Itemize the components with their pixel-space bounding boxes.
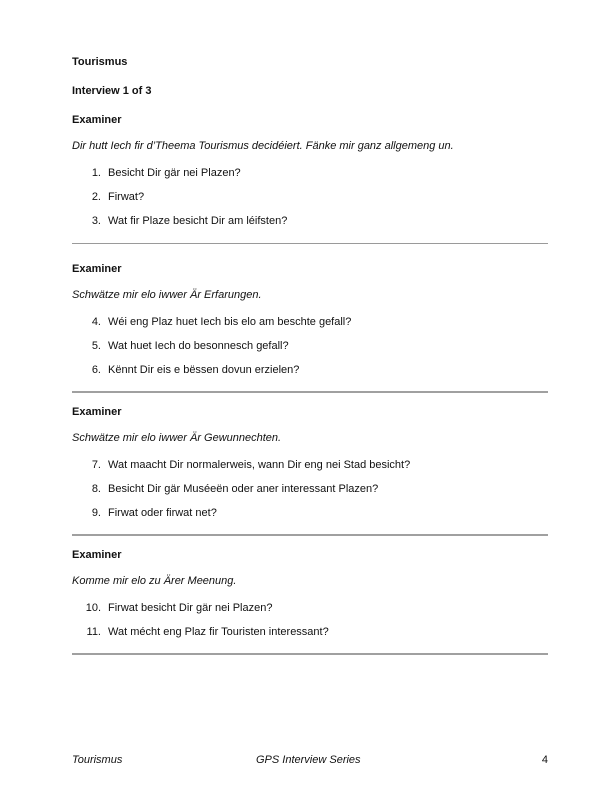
question-number: 1. xyxy=(91,167,101,179)
question-text: Wat mécht eng Plaz fir Touristen interessant? xyxy=(108,626,329,638)
question-number: 9. xyxy=(91,507,101,519)
document-title: Tourismus xyxy=(72,56,128,68)
question-text: Firwat besicht Dir gär nei Plazen? xyxy=(108,602,273,614)
question-number: 6. xyxy=(91,364,101,376)
interview-section-2 xyxy=(72,263,548,376)
interview-section-4 xyxy=(72,549,548,638)
section-divider xyxy=(72,243,548,244)
interview-label: Interview 1 of 3 xyxy=(72,85,152,97)
section-divider xyxy=(72,534,548,536)
question-number: 4. xyxy=(91,316,101,328)
question-item xyxy=(72,191,548,203)
question-item xyxy=(72,459,548,471)
question-list xyxy=(72,459,548,519)
question-item xyxy=(72,602,548,614)
question-text: Wéi eng Plaz huet Iech bis elo am beschte gefall? xyxy=(108,316,352,328)
question-item xyxy=(72,215,548,227)
question-text: Firwat oder firwat net? xyxy=(108,507,217,519)
question-text: Wat maacht Dir normalerweis, wann Dir eng nei Stad besicht? xyxy=(108,459,411,471)
question-text: Besicht Dir gär nei Plazen? xyxy=(108,167,241,179)
question-number: 11. xyxy=(86,626,101,638)
question-text: Firwat? xyxy=(108,191,145,203)
question-item xyxy=(72,167,548,179)
question-text: Kënnt Dir eis e bëssen dovun erzielen? xyxy=(108,364,300,376)
question-number: 3. xyxy=(91,215,101,227)
section-intro: Dir hutt Iech fir d’Theema Tourismus decidéiert. Fänke mir ganz allgemeng un. xyxy=(72,140,454,152)
question-item xyxy=(72,507,548,519)
speaker-label: Examiner xyxy=(72,114,122,126)
section-divider xyxy=(72,653,548,655)
document-page xyxy=(72,56,548,668)
section-intro: Schwätze mir elo iwwer Är Erfarungen. xyxy=(72,289,262,301)
question-text: Besicht Dir gär Muséeën oder aner interessant Plazen? xyxy=(108,483,379,495)
question-item xyxy=(72,316,548,328)
question-number: 2. xyxy=(91,191,101,203)
question-text: Wat huet Iech do besonnesch gefall? xyxy=(108,340,289,352)
footer-series-name: GPS Interview Series xyxy=(256,754,361,766)
question-item xyxy=(72,340,548,352)
question-number: 10. xyxy=(85,602,101,614)
section-divider xyxy=(72,391,548,393)
question-list xyxy=(72,316,548,376)
interview-section-3 xyxy=(72,406,548,519)
question-item xyxy=(72,483,548,495)
speaker-label: Examiner xyxy=(72,406,122,418)
question-number: 7. xyxy=(91,459,101,471)
question-list xyxy=(72,602,548,638)
section-intro: Komme mir elo zu Ärer Meenung. xyxy=(72,575,237,587)
footer-doc-title: Tourismus xyxy=(72,754,123,766)
question-item xyxy=(72,364,548,376)
section-intro: Schwätze mir elo iwwer Är Gewunnechten. xyxy=(72,432,282,444)
question-item xyxy=(72,626,548,638)
interview-section-1 xyxy=(72,114,548,227)
question-text: Wat fir Plaze besicht Dir am léifsten? xyxy=(108,215,288,227)
question-number: 8. xyxy=(91,483,101,495)
question-number: 5. xyxy=(91,340,101,352)
question-list xyxy=(72,167,548,227)
speaker-label: Examiner xyxy=(72,263,122,275)
speaker-label: Examiner xyxy=(72,549,122,561)
page-number: 4 xyxy=(541,754,548,766)
